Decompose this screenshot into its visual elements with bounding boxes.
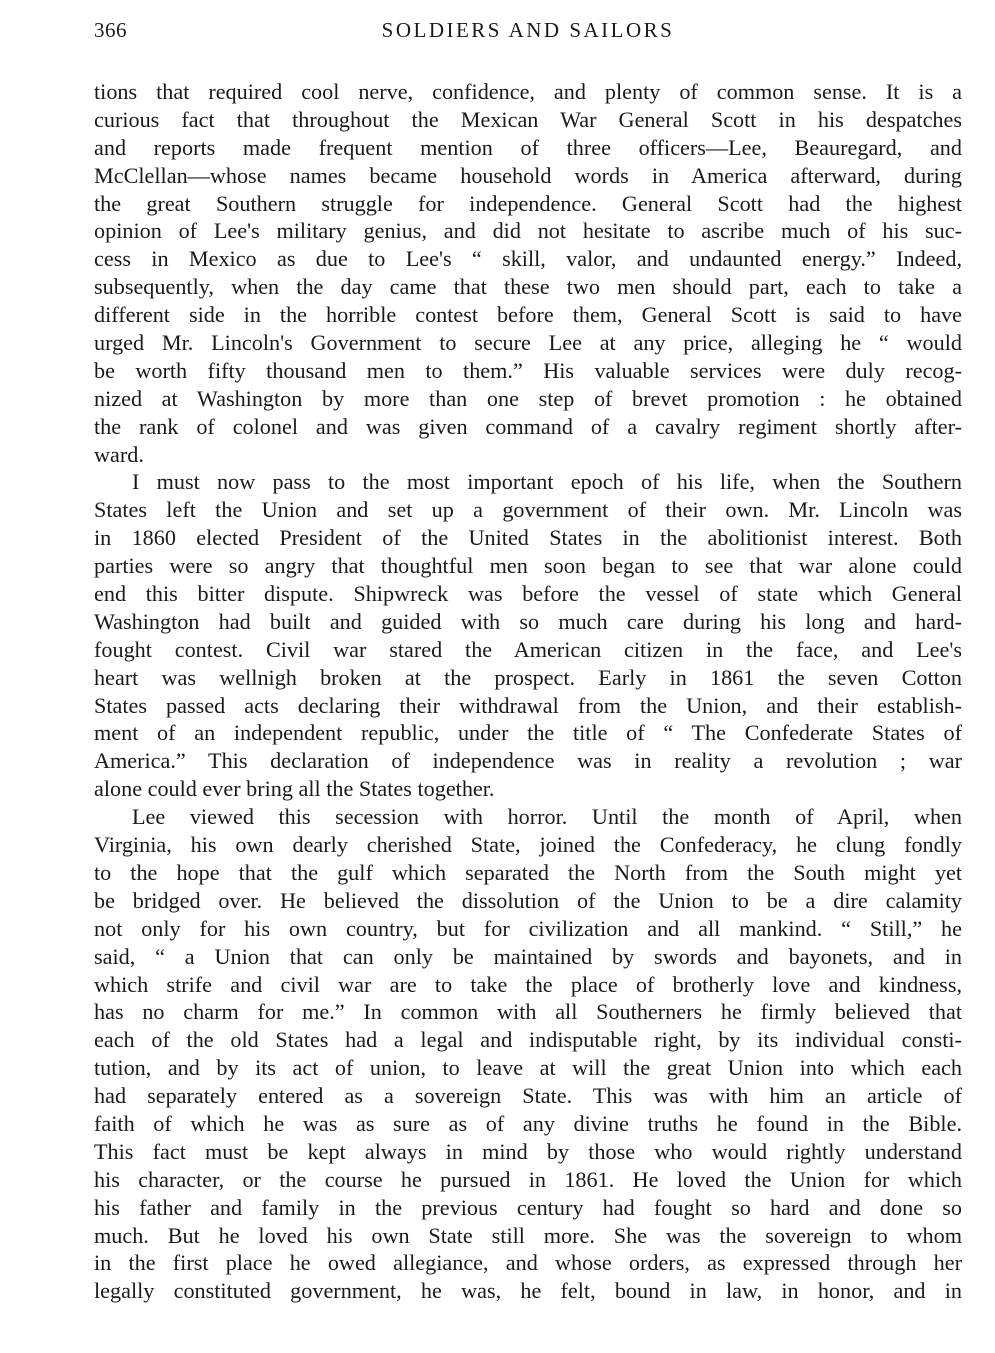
paragraph <box>94 803 962 1305</box>
text-line: had separately entered as a sovereign State. This was with him an article of <box>94 1083 962 1109</box>
text-line: each of the old States had a legal and indisputable right, by its individual consti- <box>94 1027 962 1053</box>
text-line: end this bitter dispute. Shipwreck was before the vessel of state which General <box>94 581 962 607</box>
text-line: urged Mr. Lincoln's Government to secure Lee at any price, alleging he “ would <box>94 330 962 356</box>
text-line: be bridged over. He believed the dissolution of the Union to be a dire calamity <box>94 887 962 913</box>
text-line: This fact must be kept always in mind by those who would rightly understand <box>94 1138 962 1164</box>
text-line: be worth fifty thousand men to them.” His valuable services were duly recog- <box>94 357 962 383</box>
text-line: which strife and civil war are to take the place of brotherly love and kindness, <box>94 971 962 997</box>
text-line: parties were so angry that thoughtful men soon began to see that war alone could <box>94 553 962 579</box>
text-line: subsequently, when the day came that these two men should part, each to take a <box>94 274 962 300</box>
text-line: different side in the horrible contest before them, General Scott is said to have <box>94 302 962 328</box>
text-line: States left the Union and set up a government of their own. Mr. Lincoln was <box>94 497 962 523</box>
text-line: ward. <box>94 441 144 467</box>
text-line: nized at Washington by more than one step of brevet promotion : he obtained <box>94 385 962 411</box>
text-line: opinion of Lee's military genius, and did not hesitate to ascribe much of his suc- <box>94 218 962 244</box>
text-line: his father and family in the previous century had fought so hard and done so <box>94 1194 962 1220</box>
text-line: much. But he loved his own State still more. She was the sovereign to whom <box>94 1222 962 1248</box>
text-line: the great Southern struggle for independence. General Scott had the highest <box>94 190 962 216</box>
text-line: America.” This declaration of independence was in reality a revolution ; war <box>94 748 962 774</box>
text-line: curious fact that throughout the Mexican War General Scott in his despatches <box>94 106 962 132</box>
running-head <box>94 14 962 54</box>
text-line: Lee viewed this secession with horror. Until the month of April, when <box>132 804 962 830</box>
text-line: fought contest. Civil war stared the American citizen in the face, and Lee's <box>94 636 962 662</box>
running-title: SOLDIERS AND SAILORS <box>381 18 675 42</box>
text-line: States passed acts declaring their withdrawal from the Union, and their establish- <box>94 692 962 718</box>
text-line: has no charm for me.” In common with all Southerners he firmly believed that <box>94 999 962 1025</box>
text-line: faith of which he was as sure as of any divine truths he found in the Bible. <box>94 1110 962 1136</box>
paragraph <box>94 78 962 468</box>
paragraph <box>94 468 962 803</box>
text-line: McClellan—whose names became household words in America afterward, during <box>94 162 962 188</box>
text-line: alone could ever bring all the States together. <box>94 776 495 802</box>
text-line: his character, or the course he pursued in 1861. He loved the Union for which <box>94 1166 962 1192</box>
text-line: tions that required cool nerve, confidence, and plenty of common sense. It is a <box>94 79 962 104</box>
text-line: tution, and by its act of union, to leave at will the great Union into which each <box>94 1055 962 1081</box>
text-line: the rank of colonel and was given command of a cavalry regiment shortly after- <box>94 413 962 439</box>
book-page <box>94 14 962 1305</box>
text-line: not only for his own country, but for civilization and all mankind. “ Still,” he <box>94 915 962 941</box>
page-number: 366 <box>94 18 127 42</box>
text-line: said, “ a Union that can only be maintained by swords and bayonets, and in <box>94 943 962 969</box>
text-line: in 1860 elected President of the United States in the abolitionist interest. Both <box>94 525 962 551</box>
text-line: in the first place he owed allegiance, and whose orders, as expressed through her <box>94 1250 962 1276</box>
text-line: Washington had built and guided with so much care during his long and hard- <box>94 608 962 634</box>
body-text <box>94 78 962 1305</box>
text-line: ment of an independent republic, under the title of “ The Confederate States of <box>94 720 962 746</box>
text-line: to the hope that the gulf which separated the North from the South might yet <box>94 859 962 885</box>
text-line: and reports made frequent mention of three officers—Lee, Beauregard, and <box>94 134 962 160</box>
text-line: heart was wellnigh broken at the prospect. Early in 1861 the seven Cotton <box>94 664 962 690</box>
text-line: Virginia, his own dearly cherished State, joined the Confederacy, he clung fondly <box>94 832 962 858</box>
text-line: legally constituted government, he was, he felt, bound in law, in honor, and in <box>94 1278 962 1304</box>
text-line: I must now pass to the most important epoch of his life, when the Southern <box>132 469 962 495</box>
text-line: cess in Mexico as due to Lee's “ skill, valor, and undaunted energy.” Indeed, <box>94 246 962 272</box>
